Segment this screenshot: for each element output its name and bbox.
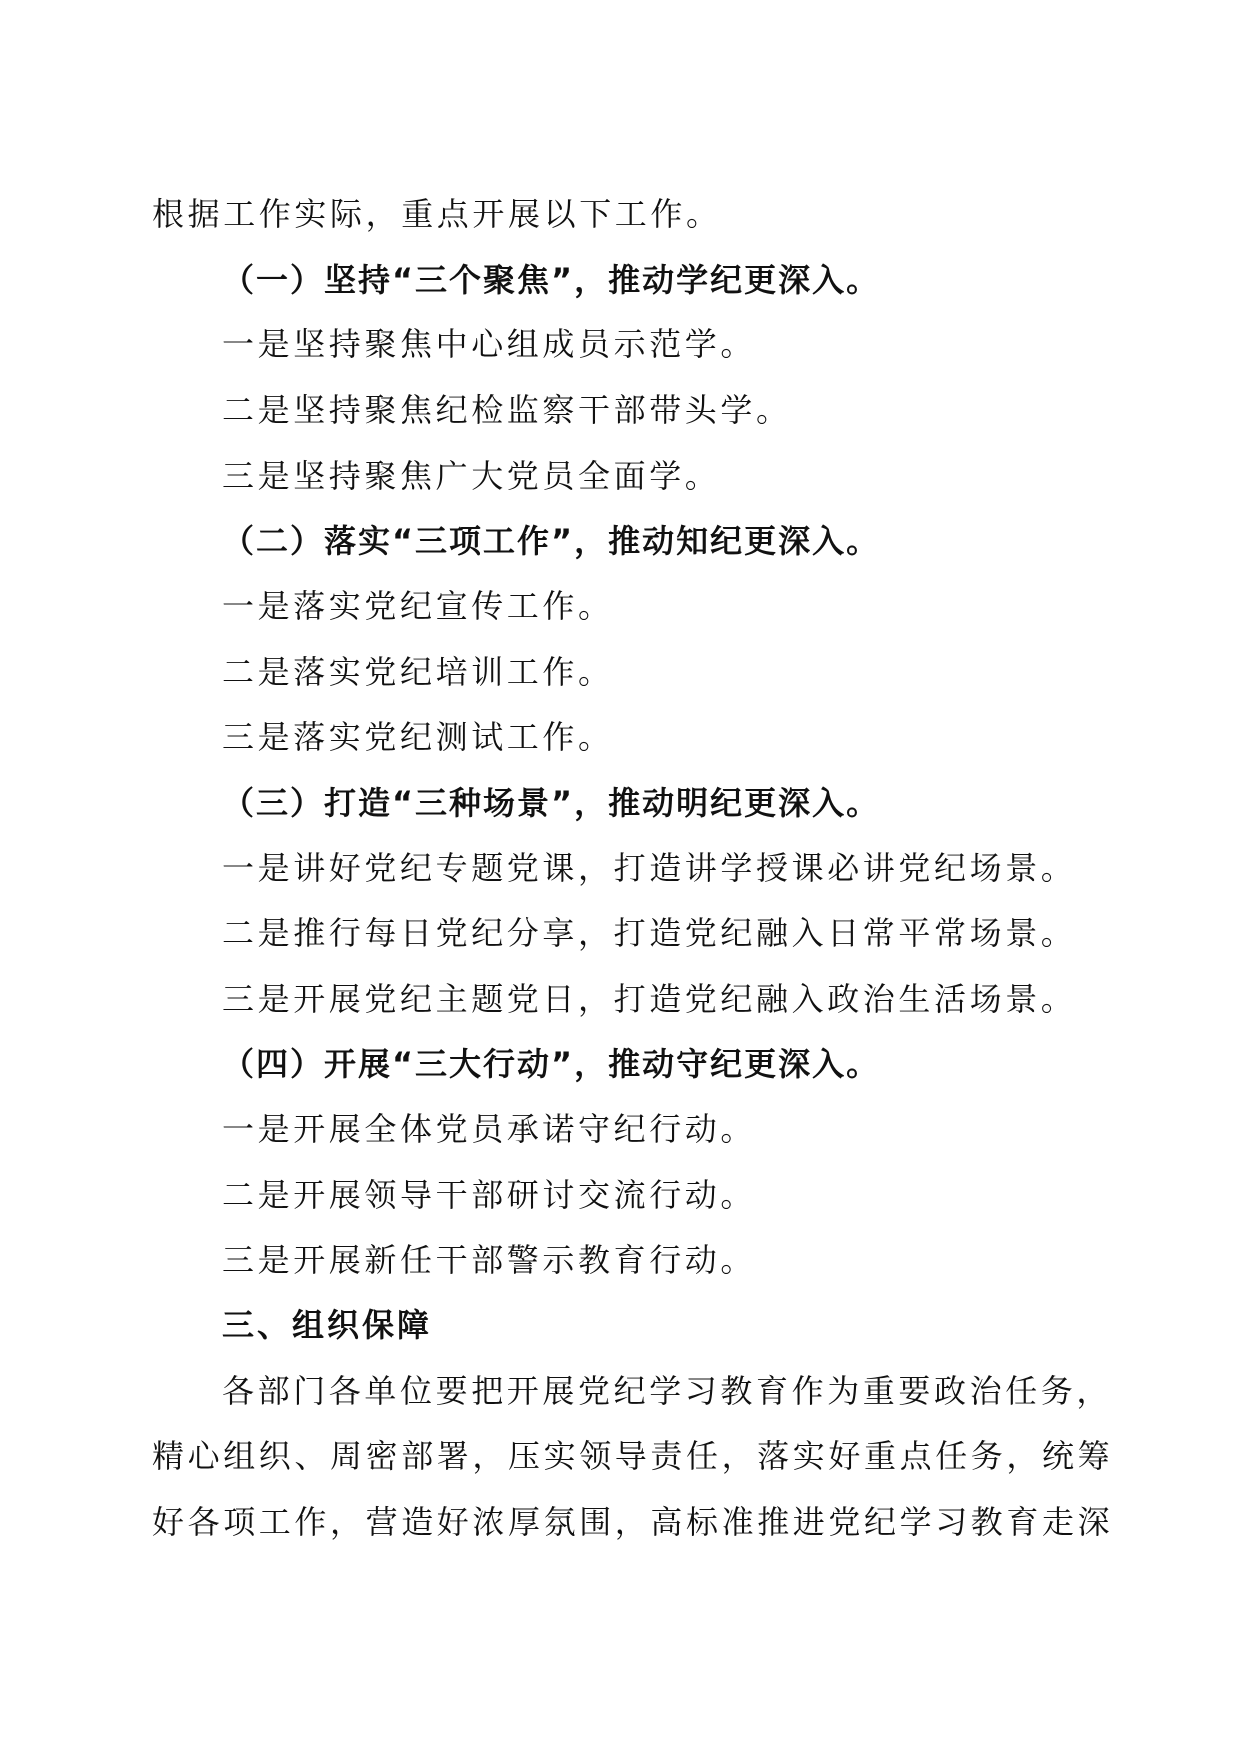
list-item: 三是开展党纪主题党日，打造党纪融入政治生活场景。 xyxy=(222,980,1077,1018)
list-item: 二是推行每日党纪分享，打造党纪融入日常平常场景。 xyxy=(222,914,1077,952)
list-item: 二是开展领导干部研讨交流行动。 xyxy=(222,1176,757,1214)
intro-line: 根据工作实际，重点开展以下工作。 xyxy=(152,195,722,233)
list-item: 二是落实党纪培训工作。 xyxy=(222,653,614,691)
section-heading-2: （二）落实“三项工作”，推动知纪更深入。 xyxy=(222,522,881,560)
list-item: 三是坚持聚焦广大党员全面学。 xyxy=(222,457,721,495)
paragraph-line: 各部门各单位要把开展党纪学习教育作为重要政治任务， xyxy=(222,1372,1113,1410)
section-heading-1: （一）坚持“三个聚焦”，推动学纪更深入。 xyxy=(222,261,881,299)
paragraph-line: 好各项工作，营造好浓厚氛围，高标准推进党纪学习教育走深 xyxy=(152,1503,1114,1541)
list-item: 二是坚持聚焦纪检监察干部带头学。 xyxy=(222,391,792,429)
section-heading-4: （四）开展“三大行动”，推动守纪更深入。 xyxy=(222,1045,881,1083)
list-item: 三是落实党纪测试工作。 xyxy=(222,718,614,756)
list-item: 一是落实党纪宣传工作。 xyxy=(222,587,614,625)
part-heading: 三、组织保障 xyxy=(222,1306,433,1344)
list-item: 一是开展全体党员承诺守纪行动。 xyxy=(222,1110,757,1148)
list-item: 一是讲好党纪专题党课，打造讲学授课必讲党纪场景。 xyxy=(222,849,1077,887)
list-item: 一是坚持聚焦中心组成员示范学。 xyxy=(222,325,757,363)
paragraph-line: 精心组织、周密部署，压实领导责任，落实好重点任务，统筹 xyxy=(152,1437,1114,1475)
list-item: 三是开展新任干部警示教育行动。 xyxy=(222,1241,757,1279)
section-heading-3: （三）打造“三种场景”，推动明纪更深入。 xyxy=(222,784,881,822)
